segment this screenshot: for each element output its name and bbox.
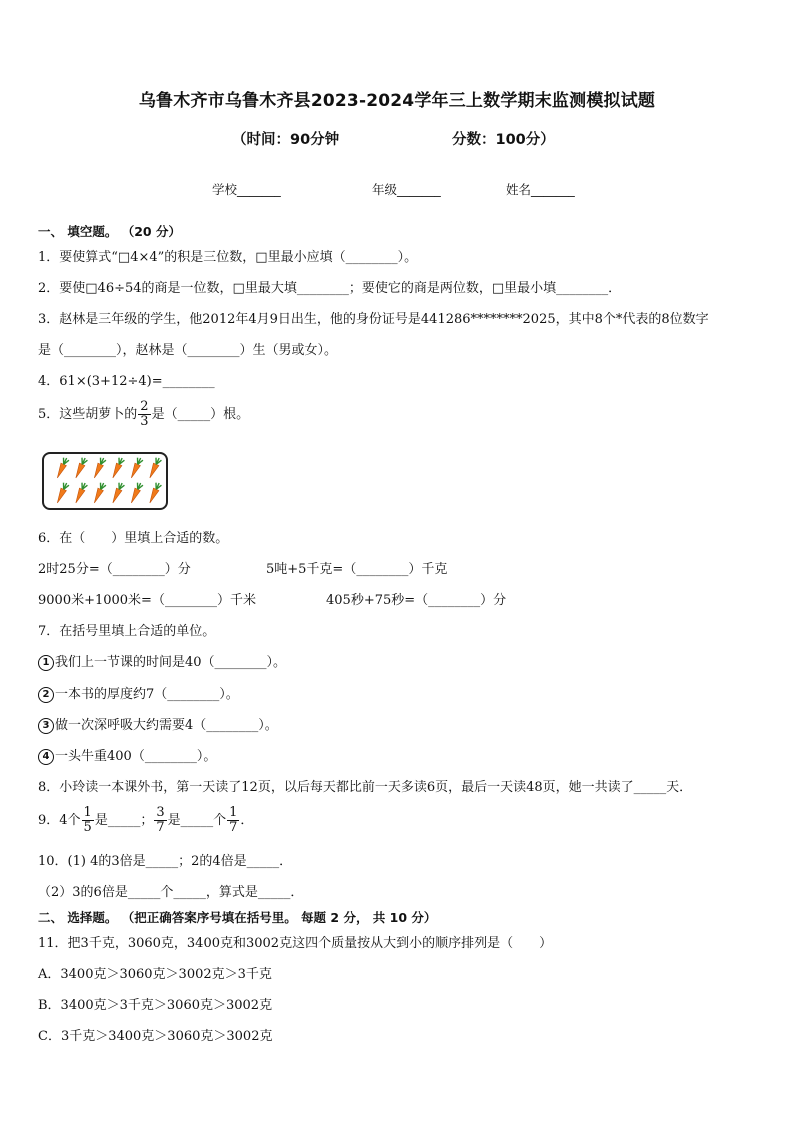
- question-9: 9．4个 $\frac{1}{5}$ 是_____； $\frac{3}{7}$ 是_____个 $\frac{1}{7}$ ．: [38, 805, 254, 835]
- option-c: C．3千克＞3400克＞3060克＞3002克: [38, 1029, 273, 1044]
- fraction-one-fifth: $\frac{1}{5}$: [83, 805, 92, 835]
- question-11: 11．把3千克，3060克，3400克和3002克这四个质量按从大到小的顺序排列是（ ）: [38, 936, 553, 951]
- circle-number-3: 3: [38, 718, 54, 734]
- circle-number-1: 1: [38, 655, 54, 671]
- carrot-icon: [92, 482, 107, 504]
- question-3-line-2: 是（________），赵林是（________）生（男或女）。: [38, 343, 338, 358]
- carrot-icon: [129, 457, 144, 479]
- exam-score: 分数：100分）: [452, 132, 555, 148]
- section-2-heading: 二、 选择题。 （把正确答案序号填在括号里。 每题 2 分， 共 10 分）: [38, 910, 437, 925]
- question-1: 1．要使算式“□4×4”的积是三位数，□里最小应填（________）。: [38, 250, 418, 265]
- question-6: 6．在（ ）里填上合适的数。: [38, 531, 229, 546]
- option-b: B．3400克＞3千克＞3060克＞3002克: [38, 998, 273, 1013]
- question-5: [38, 400, 249, 429]
- carrot-icon: [110, 457, 125, 479]
- exam-title: 乌鲁木齐市乌鲁木齐县2023-2024学年三上数学期末监测模拟试题: [138, 91, 656, 111]
- question-6-a: 2时25分=（________）分: [38, 562, 191, 577]
- carrot-picture-box: [42, 452, 168, 510]
- carrot-icon: [129, 482, 144, 504]
- carrot-icon: [73, 457, 88, 479]
- grade-field: 年级_______: [372, 182, 441, 197]
- question-7-item-1: 1 我们上一节课的时间是40（________）。: [38, 654, 286, 672]
- fraction-one-seventh: $\frac{1}{7}$: [229, 805, 238, 835]
- question-5-text: 5．这些胡萝卜的: [38, 407, 138, 422]
- carrot-icon: [73, 482, 88, 504]
- question-7-item-4: 4 一头牛重400（________）。: [38, 748, 216, 766]
- question-4: 4．61×(3+12÷4)=________: [38, 374, 215, 389]
- carrot-icon: [147, 457, 162, 479]
- option-a: A．3400克＞3060克＞3002克＞3千克: [38, 967, 272, 982]
- fraction-three-sevenths: $\frac{3}{7}$: [156, 805, 165, 835]
- question-6-c: 9000米+1000米=（________）千米: [38, 593, 256, 608]
- question-7-item-3: 3 做一次深呼吸大约需要4（________）。: [38, 717, 278, 735]
- school-field: 学校_______: [212, 182, 281, 197]
- carrots-illustration: [44, 454, 166, 508]
- question-6-d: 405秒+75秒=（________）分: [326, 593, 507, 608]
- question-8: 8．小玲读一本课外书，第一天读了12页，以后每天都比前一天多读6页，最后一天读48页，她一共读了_____天．: [38, 780, 693, 795]
- question-3-line-1: 3．赵林是三年级的学生，他2012年4月9日出生，他的身份证号是441286********2025，其中8个*代表的8位数字: [38, 312, 709, 327]
- name-field: 姓名_______: [506, 182, 575, 197]
- fraction-two-thirds: $\frac{2}{3}$: [140, 399, 149, 429]
- circle-number-2: 2: [38, 687, 54, 703]
- question-6-b: 5吨+5千克=（________）千克: [266, 562, 448, 577]
- carrot-icon: [147, 482, 162, 504]
- carrot-icon: [92, 457, 107, 479]
- exam-time: （时间：90分钟: [232, 132, 340, 148]
- question-7-item-2: 2 一本书的厚度约7（________）。: [38, 686, 239, 704]
- circle-number-4: 4: [38, 749, 54, 765]
- carrot-icon: [55, 482, 70, 504]
- carrot-icon: [110, 482, 125, 504]
- question-10-part-2: （2）3的6倍是_____个_____，算式是_____．: [38, 885, 304, 900]
- section-1-heading: 一、 填空题。 （20 分）: [38, 224, 181, 239]
- question-10-part-1: 10．(1) 4的3倍是_____；2的4倍是_____．: [38, 854, 293, 869]
- question-5-blank: 是（_____）根。: [151, 407, 250, 422]
- carrot-icon: [55, 457, 70, 479]
- question-7: 7．在括号里填上合适的单位。: [38, 624, 216, 639]
- question-2: 2．要使□46÷54的商是一位数，□里最大填________；要使它的商是两位数，□里最小填________．: [38, 281, 622, 296]
